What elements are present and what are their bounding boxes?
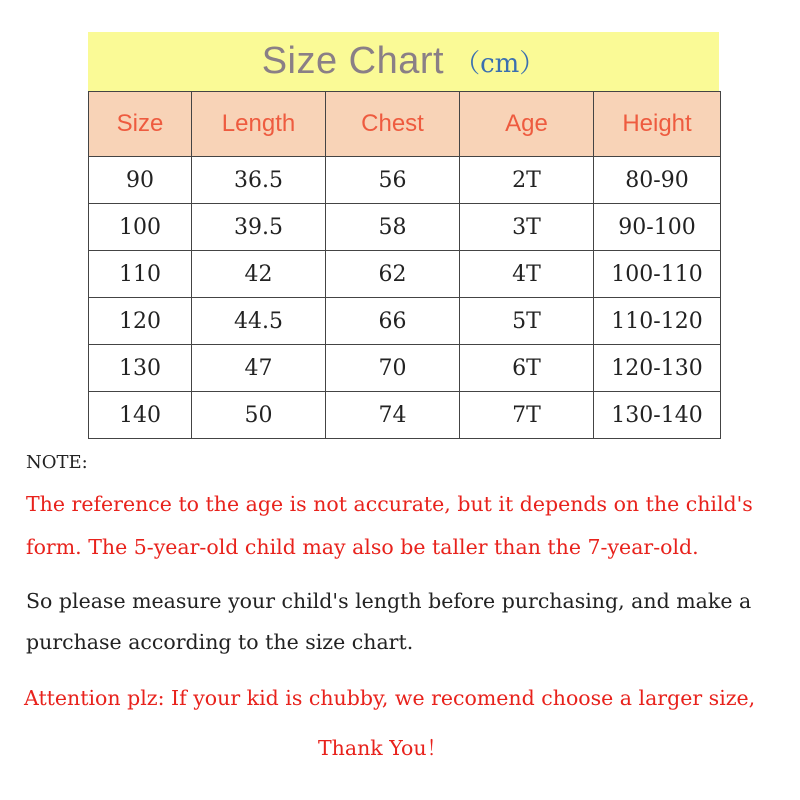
cell-age: 6T — [460, 345, 594, 392]
age-warning-line-1: The reference to the age is not accurate, but it depends on the child's — [26, 492, 753, 516]
title-bar — [88, 32, 719, 91]
chart-unit: （cm） — [454, 49, 546, 79]
column-header-chest: Chest — [326, 92, 460, 157]
column-header-height: Height — [594, 92, 721, 157]
cell-size: 90 — [89, 157, 192, 204]
table-row — [89, 157, 721, 204]
cell-length: 42 — [192, 251, 326, 298]
column-header-length: Length — [192, 92, 326, 157]
cell-size: 140 — [89, 392, 192, 439]
column-header-age: Age — [460, 92, 594, 157]
cell-chest: 58 — [326, 204, 460, 251]
cell-height: 100-110 — [594, 251, 721, 298]
cell-age: 5T — [460, 298, 594, 345]
cell-length: 50 — [192, 392, 326, 439]
attention-note: Attention plz: If your kid is chubby, we recomend choose a larger size, — [24, 686, 756, 710]
table-row — [89, 204, 721, 251]
size-table — [88, 91, 721, 439]
cell-chest: 66 — [326, 298, 460, 345]
cell-length: 47 — [192, 345, 326, 392]
chart-title: Size Chart — [261, 40, 445, 82]
measure-advice-line-2: purchase according to the size chart. — [26, 630, 414, 654]
cell-age: 3T — [460, 204, 594, 251]
cell-size: 100 — [89, 204, 192, 251]
cell-age: 2T — [460, 157, 594, 204]
cell-age: 4T — [460, 251, 594, 298]
cell-chest: 74 — [326, 392, 460, 439]
age-warning-line-2: form. The 5-year-old child may also be taller than the 7-year-old. — [26, 535, 699, 559]
column-header-size: Size — [89, 92, 192, 157]
table-row — [89, 251, 721, 298]
cell-age: 7T — [460, 392, 594, 439]
cell-chest: 62 — [326, 251, 460, 298]
table-header-row — [89, 92, 721, 157]
cell-size: 110 — [89, 251, 192, 298]
cell-chest: 70 — [326, 345, 460, 392]
cell-length: 44.5 — [192, 298, 326, 345]
cell-size: 120 — [89, 298, 192, 345]
cell-size: 130 — [89, 345, 192, 392]
table-row — [89, 345, 721, 392]
table-row — [89, 392, 721, 439]
cell-length: 36.5 — [192, 157, 326, 204]
cell-height: 80-90 — [594, 157, 721, 204]
cell-height: 120-130 — [594, 345, 721, 392]
table-row — [89, 298, 721, 345]
cell-height: 90-100 — [594, 204, 721, 251]
cell-chest: 56 — [326, 157, 460, 204]
note-label: NOTE: — [26, 452, 88, 473]
cell-length: 39.5 — [192, 204, 326, 251]
thank-you-text: Thank You！ — [318, 736, 448, 760]
cell-height: 130-140 — [594, 392, 721, 439]
cell-height: 110-120 — [594, 298, 721, 345]
measure-advice-line-1: So please measure your child's length before purchasing, and make a — [26, 589, 752, 613]
